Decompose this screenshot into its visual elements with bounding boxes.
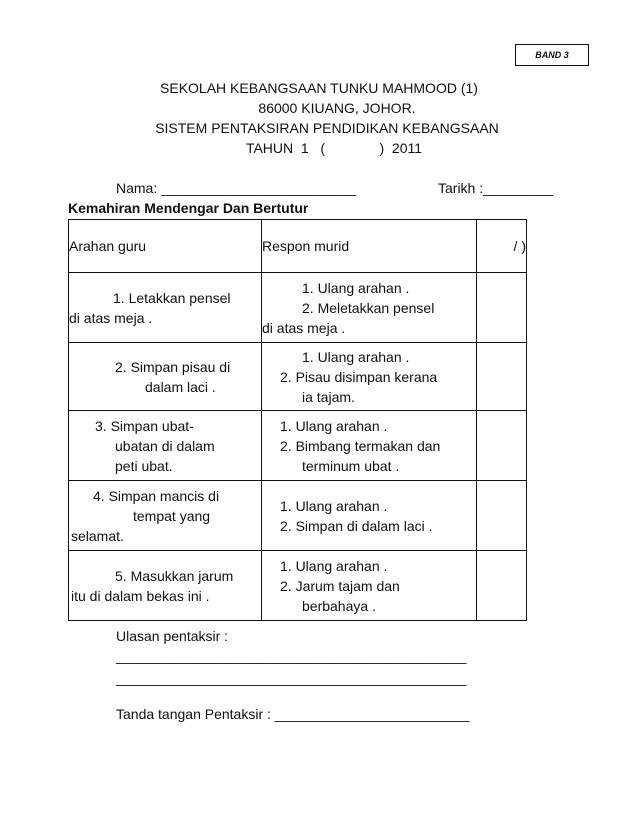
table-row <box>69 273 527 343</box>
table-header-row <box>69 220 527 273</box>
check-cell[interactable] <box>477 551 527 621</box>
school-address: 86000 KIUANG, JOHOR. <box>258 100 416 116</box>
instruction-cell <box>69 551 262 621</box>
table-row <box>69 551 527 621</box>
table-row <box>69 411 527 481</box>
assessor-comment-label: Ulasan pentaksir : <box>116 628 229 644</box>
assessment-table <box>68 219 527 621</box>
assessment-system: SISTEM PENTAKSIRAN PENDIDIKAN KEBANGSAAN <box>155 120 499 136</box>
instruction-cell <box>69 481 262 551</box>
response-cell <box>262 273 477 343</box>
instruction-line: peti ubat. <box>115 457 173 474</box>
instruction-line: 1. Letakkan pensel <box>113 289 231 306</box>
response-line: 2. Simpan di dalam laci . <box>280 517 433 534</box>
instruction-line: itu di dalam bekas ini . <box>71 587 210 604</box>
response-line: 1. Ulang arahan . <box>280 417 388 434</box>
instruction-line: 2. Simpan pisau di <box>115 358 231 375</box>
comment-line-2[interactable]: _____________________________________________ <box>116 670 467 686</box>
instruction-line: dalam laci . <box>145 378 216 395</box>
instruction-line: 4. Simpan mancis di <box>93 487 220 504</box>
name-field[interactable]: Nama: _________________________ <box>116 180 356 196</box>
response-line: ia tajam. <box>302 388 355 405</box>
check-cell[interactable] <box>477 411 527 481</box>
instruction-cell <box>69 273 262 343</box>
header-student-response: Respon murid <box>262 220 477 273</box>
check-cell[interactable] <box>477 273 527 343</box>
response-cell <box>262 343 477 411</box>
response-line: 2. Jarum tajam dan <box>280 577 400 594</box>
instruction-line: tempat yang <box>133 507 211 524</box>
instruction-cell <box>69 411 262 481</box>
table-row <box>69 343 527 411</box>
response-line: 1. Ulang arahan . <box>280 497 388 514</box>
response-cell <box>262 411 477 481</box>
response-line: 1. Ulang arahan . <box>280 557 388 574</box>
instruction-line: 5. Masukkan jarum <box>115 567 234 584</box>
comment-line-1[interactable]: _____________________________________________ <box>116 648 467 664</box>
response-cell <box>262 481 477 551</box>
instruction-line: di atas meja . <box>69 309 153 326</box>
date-field[interactable]: Tarikh :_________ <box>438 180 554 196</box>
response-cell <box>262 551 477 621</box>
instruction-line: selamat. <box>71 527 124 544</box>
assessor-signature-field[interactable]: Tanda tangan Pentaksir : _________________________ <box>116 706 470 722</box>
section-title: Kemahiran Mendengar Dan Bertutur <box>68 200 309 216</box>
header-teacher-instruction: Arahan guru <box>69 220 262 273</box>
instruction-cell <box>69 343 262 411</box>
band-label: BAND 3 <box>515 44 589 66</box>
response-line: 2. Bimbang termakan dan <box>280 437 441 454</box>
year-line: TAHUN 1 ( ) 2011 <box>245 140 423 156</box>
header-check: / ) <box>477 220 527 273</box>
response-line: 1. Ulang arahan . <box>302 279 410 296</box>
response-line: 2. Meletakkan pensel <box>302 299 435 316</box>
school-name: SEKOLAH KEBANGSAAN TUNKU MAHMOOD (1) <box>160 80 478 96</box>
response-line: berbahaya . <box>302 597 376 614</box>
response-line: di atas meja . <box>262 319 346 336</box>
instruction-line: 3. Simpan ubat- <box>95 417 194 434</box>
instruction-line: ubatan di dalam <box>115 437 215 454</box>
check-cell[interactable] <box>477 481 527 551</box>
response-line: terminum ubat . <box>302 457 400 474</box>
table-row <box>69 481 527 551</box>
response-line: 1. Ulang arahan . <box>302 348 410 365</box>
response-line: 2. Pisau disimpan kerana <box>280 368 438 385</box>
check-cell[interactable] <box>477 343 527 411</box>
